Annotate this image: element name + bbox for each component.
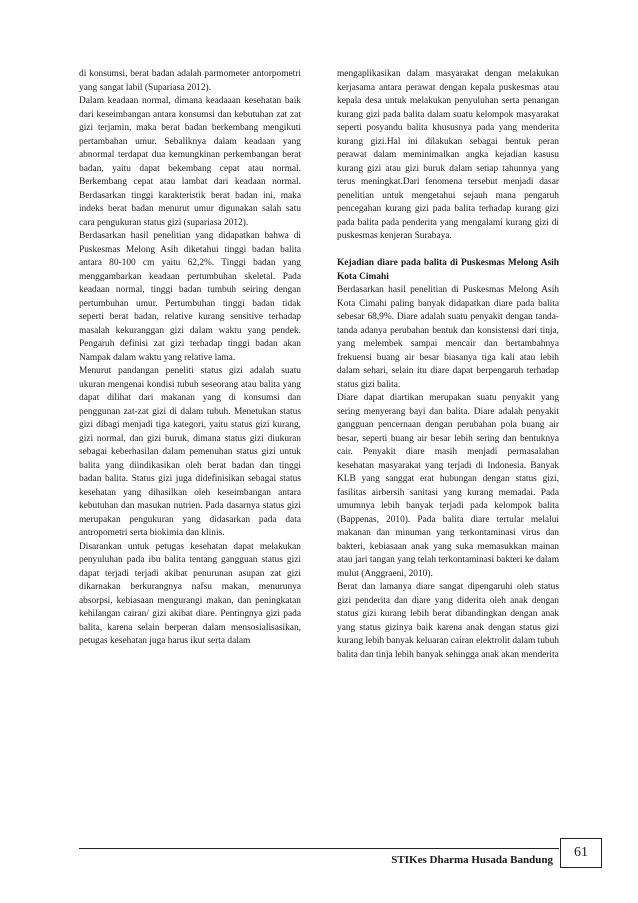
left-paragraph-2: Dalam keadaan normal, dimana keadaaan kesehatan baik dari keseimbangan antara konsumsi dan kebutuhan zat zat gizi terjamin, maka berat badan berkembang mengikuti pertambahan umur. Sebaliknya dalam keadaan yang abnormal terdapat dua kemungkinan perkembangan berat badan, yaitu dapat bekembang cepat atau normal. Berkembang cepat atau lambat dari keadaan normal. Berdasarkan tinggi karakteristik berat badan ini, maka indeks berat badan menurut umur digunakan salah satu cara pengukuran status gizi (supariasa 2012).	[79, 96, 301, 228]
left-paragraph-1: di konsumsi, berat badan adalah parmometer antorpometri yang sangat labil (Supariasa 2012).	[79, 69, 301, 93]
right-column	[337, 68, 559, 662]
left-paragraph-5: Disarankan untuk petugas kesehatan dapat melakukan penyuluhan pada ibu balita tentang gangguan status gizi dapat terjadi terjadi akibat penurunan asupan zat gizi dikarnakan berkurangnya nafsu makan, menurunya absorpsi, kebiasaan mengurangi makan, dan peningkatan kehilangan cairan/ gizi akibat diare. Pentingnya gizi pada balita, karena selain berperan dalam mensosialisasikan, petugas kesehatan juga harus ikut serta dalam	[79, 541, 301, 646]
right-paragraph-2: Berdasarkan hasil penelitian di Puskesmas Melong Asih Kota Cimahi paling banyak didapatkan diare pada balita sebesar 68,9%. Diare adalah suatu penyakit dengan tanda-tanda adanya perubahan bentuk dan konsistensi dari tinja, yang melembek sampai mencair dan bertambahnya frekuensi buang air besar biasanya tiga kali atau lebih dalam sehari, selain itu diare dapat berpengaruh terhadap status gizi balita.	[337, 285, 559, 390]
footer-institution: STIKes Dharma Husada Bandung	[391, 854, 553, 866]
right-paragraph-4: Berat dan lamanya diare sangat dipengaruhi oleh status gizi penderita dan diare yang diderita oleh anak dengan status gizi kurang lebih berat dibandingkan dengan anak yang status gizinya baik karena anak dengan status gizi kurang lebih banyak keluaran cairan elektrolit dalam tubuh balita dan tinja lebih banyak sehingga anak akan menderita	[337, 582, 559, 660]
page-number: 61	[560, 838, 602, 868]
footer-divider	[79, 848, 559, 849]
left-column	[79, 68, 301, 649]
section-heading: Kejadian diare pada balita di Puskesmas Melong Asih Kota Cimahi	[337, 258, 559, 282]
right-paragraph-1: mengaplikasikan dalam masyarakat dengan melakukan kerjasama antara perawat dengan kepala puskesmas atau kepala desa untuk melakukan penyuluhan serta penangan kurang gizi pada balita dalam suatu kelompok masyarakat seperti posyandu balita khususnya pada yang menderita kurang gizi.Hal ini dilakukan sebagai bentuk peran perawat dalam meminimalkan angka kejadian kasusu kurang gizi atau gizi buruk dalam setiap tahunnya yang terus meningkat.Dari fenomena tersebut menjadi dasar penelitian untuk mengetahui sejauh mana pengaruh pencegahan kurang gizi pada balita terhadap kurang gizi pada balita pada penderita yang mengalami kurang gizi di puskesmas kenjeran Surabaya.	[337, 69, 559, 241]
section-spacer	[337, 244, 559, 258]
left-paragraph-3: Berdasarkan hasil penelitian yang didapatkan bahwa di Puskesmas Melong Asih diketahui tinggi badan balita antara 80-100 cm yaitu 62,2%. Tinggi badan yang menggambarkan keadaan pertumbuhan skeletal. Pada keadaan normal, tinggi badan tumbuh seiring dengan pertumbuhan umur. Pertumbuhan tinggi badan tidak seperti berat badan, relative kurang sensitive terhadap masalah kekuranggan gizi dalam waktu yang pendek. Pengaruh definisi zat gizi terhadap tinggi badan akan Nampak dalam waktu yang relative lama.	[79, 231, 301, 363]
left-paragraph-4: Menurut pandangan peneliti status gizi adalah suatu ukuran mengenai kondisi tubuh seseorang atau balita yang dapat dilihat dari makanan yang di konsumsi dan penggunan zat-zat gizi di dalam tubuh. Menetukan status gizi dibagi menjadi tiga kategori, yaitu status gizi kurang, gizi normal, dan gizi buruk, dimana status gizi diukuran sebagai keberhasilan dalam pemenuhan status gizi untuk balita yang diindikasikan oleh berat badan dan tinggi badan balita. Status gizi juga didefinisikan sebagai status kesehatan yang dihasilkan oleh keseimbangan antara kebutuhan dan masukan nutrien. Pada dasarnya status gizi merupakan pengukuran yang didasarkan pada data antropometri serta biokimia dan klinis.	[79, 366, 301, 538]
right-paragraph-3: Diare dapat diartikan merupakan suatu penyakit yang sering menyerang bayi dan balita. Diare adalah penyakit gangguan pencernaan dengan perubahan pola buang air besar, seperti buang air besar lebih sering dan bentuknya cair. Penyakit diare masih menjadi permasalahan kesehatan masyarakat yang terjadi di Indonesia. Banyak KLB yang sanggat erat hubungan dengan status gizi, fasilitas airbersih sanitasi yang kurang memadai. Pada umumnya lebih banyak terjadi pada kelompok balita (Bappenas, 2010). Pada balita diare tertular melalui makanan dan minuman yang terkontaminasi virus dan bakteri, kebiasaan anak yang suka memasukkan mainan atau jari tangan yang telah terkontaminasi bakteri ke dalam mulut (Anggraeni, 2010).	[337, 393, 559, 579]
